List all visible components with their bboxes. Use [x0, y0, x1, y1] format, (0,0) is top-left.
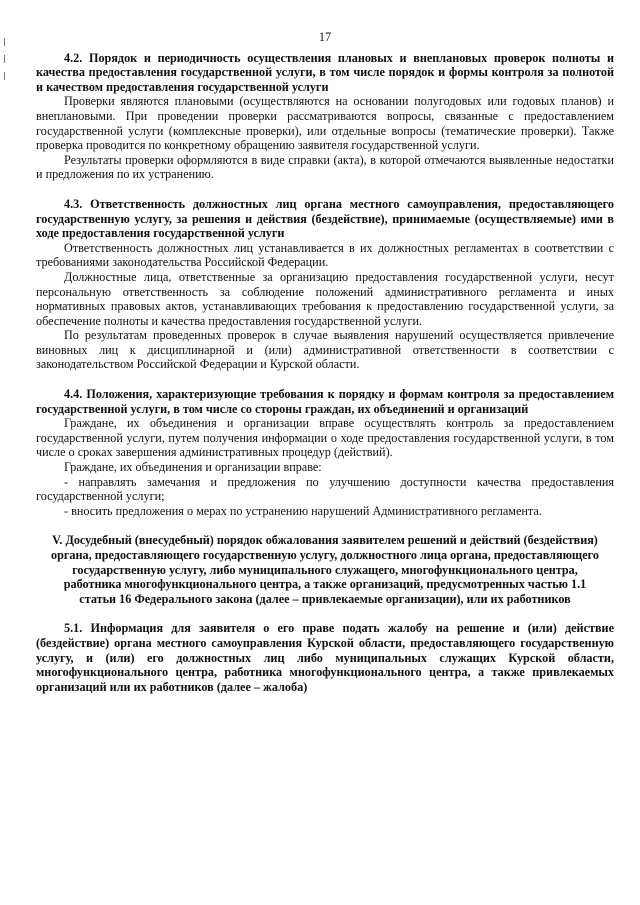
section-4-4: [36, 387, 614, 518]
paragraph: Граждане, их объединения и организации вправе осуществлять контроль за предоставлением государственной услуги, путем получения информации о ходе предоставления государственной услуги, в том числе о сроках завершения административных процедур (действий).: [36, 416, 614, 460]
paragraph: Результаты проверки оформляются в виде справки (акта), в которой отмечаются выявленные недостатки и предложения по их устранению.: [36, 152, 614, 182]
list-item: - направлять замечания и предложения по улучшению доступности качества предоставления государственной услуги;: [36, 474, 614, 504]
scan-edge-marks: [4, 38, 7, 90]
page-number: 17: [318, 30, 332, 44]
document-page: [36, 30, 614, 694]
paragraph: Ответственность должностных лиц устанавливается в их должностных регламентах в соответствии с требованиями законодательства Российской Федерации.: [36, 240, 614, 270]
paragraph: Проверки являются плановыми (осуществляются на основании полугодовых или годовых планов) и внеплановыми. При проведении проверки рассматриваются вопросы, связанные с предоставлением государственной услуги (комплексные проверки), или отдельные вопросы (тематические проверки). Также проверка проводится по конкретному обращению заявителя государственной услуги.: [36, 94, 614, 153]
chapter-v-heading: V. Досудебный (внесудебный) порядок обжалования заявителем решений и действий (бездействия) органа, предоставляющего государственную услугу, должностного лица органа, предоставляющего государственную услугу, либо муниципального служащего, многофункционального центра, работника многофункционального центра, а также организаций, предусмотренных частью 1.1 статьи 16 Федерального закона (далее – привлекаемые организации), или их работников: [51, 533, 599, 606]
paragraph: Должностные лица, ответственные за организацию предоставления государственной услуги, несут персональную ответственность за соблюдение положений административного регламента и иных нормативных правовых актов, устанавливающих требования к предоставлению государственной услуги, за обеспечение полноты и качества предоставления государственной услуги.: [36, 269, 614, 328]
list-item: - вносить предложения о мерах по устранению нарушений Административного регламента.: [64, 503, 542, 518]
section-4-3: [36, 197, 614, 372]
paragraph: Граждане, их объединения и организации вправе:: [64, 460, 322, 475]
section-heading: 4.3. Ответственность должностных лиц органа местного самоуправления, предоставляющего государственную услугу, за решения и действия (бездействие), принимаемые (осуществляемые) ими в ходе предоставления государственной услуги: [36, 196, 614, 241]
section-4-2: [36, 51, 614, 182]
paragraph: По результатам проведенных проверок в случае выявления нарушений осуществляется привлечение виновных лиц к дисциплинарной и (или) административной ответственности в соответствии с законодательством Российской Федерации и Курской области.: [36, 328, 614, 372]
section-heading: 4.2. Порядок и периодичность осуществления плановых и внеплановых проверок полноты и качества предоставления государственной услуги, в том числе порядок и формы контроля за полнотой и качеством предоставления государственной услуги: [36, 50, 614, 94]
section-heading: 4.4. Положения, характеризующие требования к порядку и формам контроля за предоставлением государственной услуги, в том числе со стороны граждан, их объединений и организаций: [36, 387, 614, 416]
section-5-1-heading: 5.1. Информация для заявителя о его праве подать жалобу на решение и (или) действие (бездействие) органа местного самоуправления Курской области, предоставляющего государственную услугу, и (или) его должностных лиц либо муниципальных служащих Курской области, многофункционального центра, работника многофункционального центра, а также привлекаемых организаций или их работников (далее – жалоба): [36, 621, 614, 694]
